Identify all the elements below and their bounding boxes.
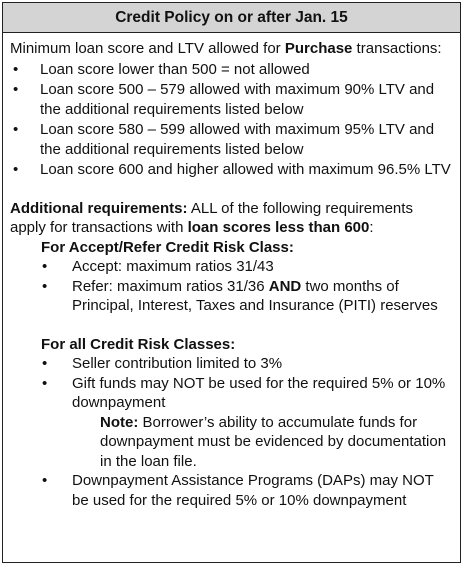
list-item: • Seller contribution limited to 3% <box>42 355 283 372</box>
list-item: • Gift funds may NOT be used for the required 5% or 10% downpayment <box>42 374 446 411</box>
policy-content <box>3 33 460 510</box>
list-item: • Loan score 580 – 599 allowed with maximum 95% LTV and the additional requirements listed below <box>13 121 435 158</box>
additional-requirements: Additional requirements: ALL of the following requirements apply for transactions with loan scores less than 600: <box>10 199 413 236</box>
list-item: • Loan score 600 and higher allowed with maximum 96.5% LTV <box>13 161 451 178</box>
policy-header: Credit Policy on or after Jan. 15 <box>3 3 460 33</box>
bullet-icon: • <box>42 277 48 295</box>
bullet-icon: • <box>42 258 48 275</box>
bullet-icon: • <box>42 374 48 392</box>
dap-list <box>10 471 452 510</box>
accept-refer-list <box>10 257 452 316</box>
credit-policy-box <box>2 2 461 563</box>
bullet-icon: • <box>13 121 19 138</box>
bullet-icon: • <box>13 60 19 78</box>
bullet-icon: • <box>13 161 19 178</box>
accept-refer-heading: For Accept/Refer Credit Risk Class: <box>41 238 294 256</box>
bullet-icon: • <box>13 81 19 98</box>
list-item: • Refer: maximum ratios 31/36 AND two months of Principal, Interest, Taxes and Insurance (PITI) reserves <box>42 277 438 314</box>
list-item: • Accept: maximum ratios 31/43 <box>42 258 274 275</box>
list-item: • Downpayment Assistance Programs (DAPs) may NOT be used for the required 5% or 10% downpayment <box>42 472 434 509</box>
all-classes-heading: For all Credit Risk Classes: <box>41 335 236 353</box>
bullet-icon: • <box>42 355 48 372</box>
list-item: • Loan score 500 – 579 allowed with maximum 90% LTV and the additional requirements listed below <box>13 81 435 118</box>
intro-paragraph: Minimum loan score and LTV allowed for Purchase transactions: <box>10 40 442 57</box>
list-item: • Loan score lower than 500 = not allowed <box>13 60 310 78</box>
all-classes-list <box>10 354 452 413</box>
note-paragraph: Note: Borrower’s ability to accumulate funds for downpayment must be evidenced by documentation in the loan file. <box>100 413 447 470</box>
bullet-icon: • <box>42 472 48 489</box>
loan-score-list <box>10 60 452 180</box>
